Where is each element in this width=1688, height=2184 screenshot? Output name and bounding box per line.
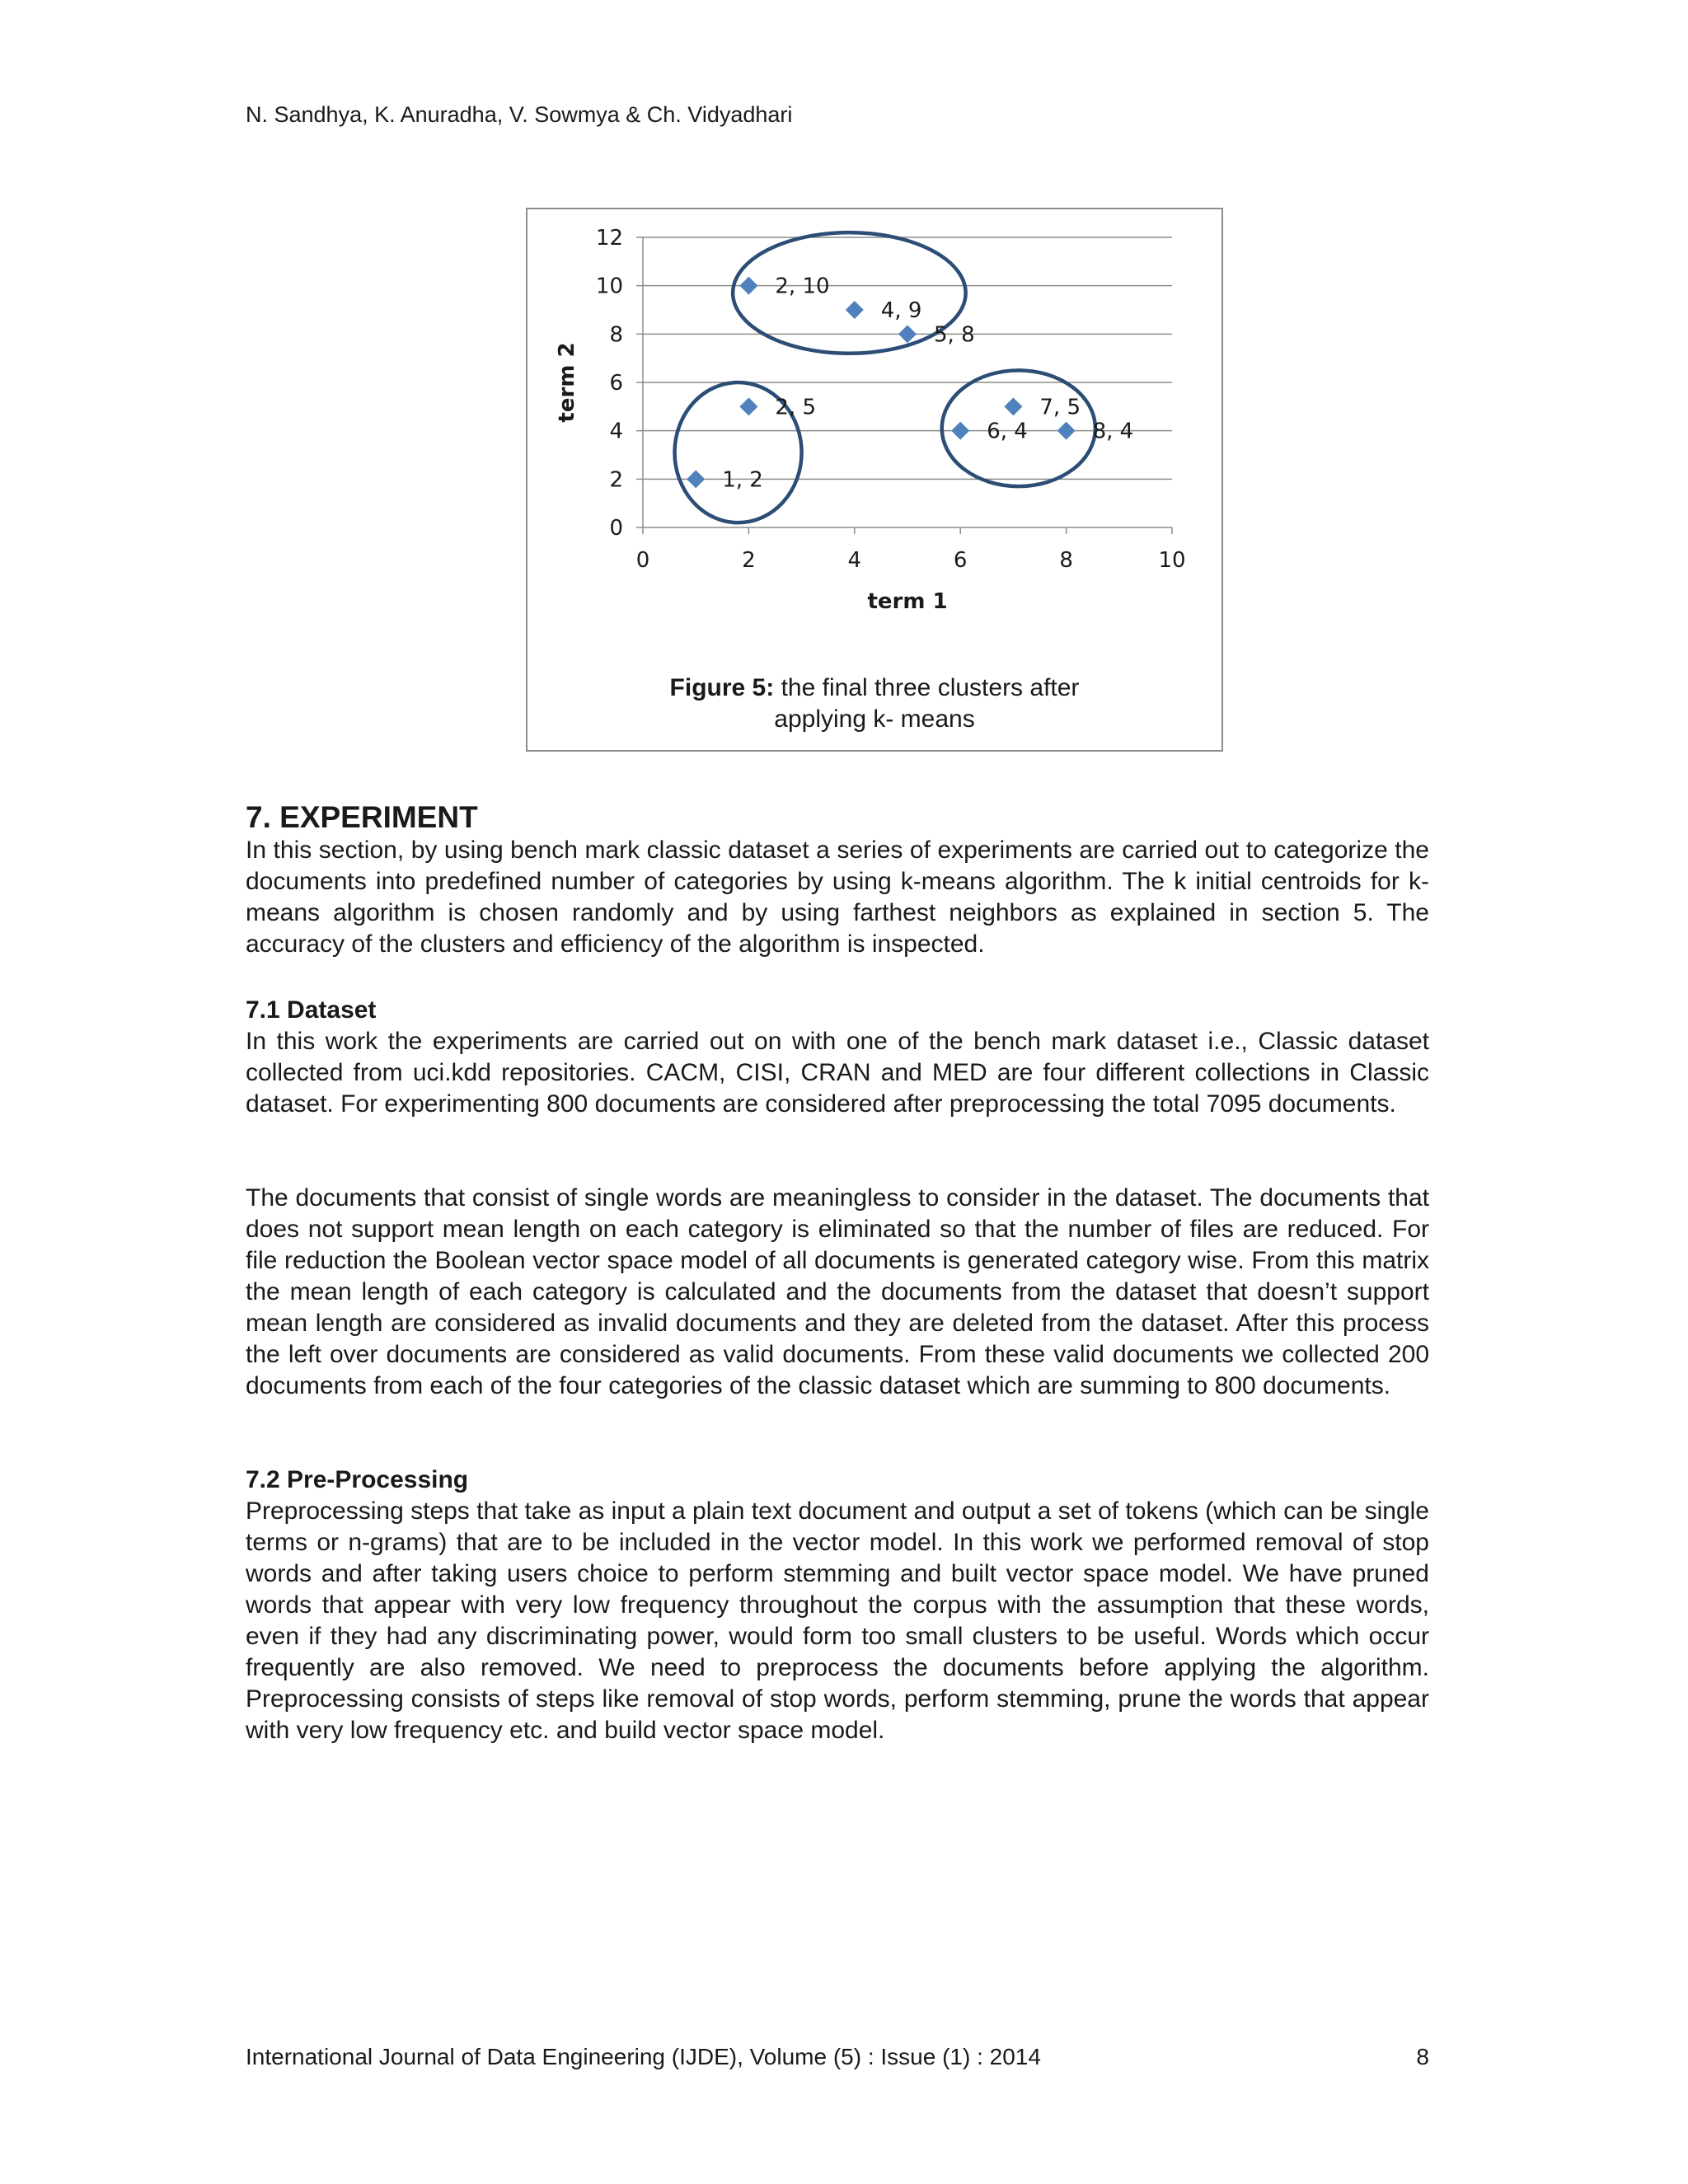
y-tick-label: 2 <box>609 467 623 493</box>
data-point-marker <box>898 325 917 343</box>
data-point-marker <box>1004 397 1022 415</box>
data-point-marker <box>739 277 757 295</box>
data-point-label: 1, 2 <box>722 467 763 493</box>
data-point-marker <box>739 397 757 415</box>
data-point-label: 2, 10 <box>775 274 830 299</box>
data-point-marker <box>846 301 864 319</box>
caption-label: Figure 5: <box>669 674 775 701</box>
figure-5 <box>526 208 1223 752</box>
data-point-label: 8, 4 <box>1092 419 1134 444</box>
caption-text-line1: the final three clusters after <box>781 674 1080 701</box>
x-tick-label: 2 <box>742 548 756 573</box>
data-point-marker <box>687 470 705 488</box>
y-tick-label: 12 <box>595 226 623 251</box>
y-tick-label: 6 <box>609 371 623 396</box>
x-tick-label: 4 <box>847 548 862 573</box>
y-axis-title: term 2 <box>555 342 579 423</box>
data-point-marker <box>951 422 969 440</box>
dataset-paragraph-1: In this work the experiments are carried out on with one of the bench mark dataset i.e., Classic dataset collected from uci.kdd repositories. CACM, CISI, CRAN and MED are four different collections in Classic dataset. For experimenting 800 documents are considered after preprocessing the total 7095 documents. <box>246 1028 1429 1118</box>
preprocessing-paragraph: Preprocessing steps that take as input a plain text document and output a set of tokens (which can be single terms or n-grams) that are to be included in the vector model. In this work we performed removal of stop words and after taking users choice to perform stemming and built vector space model. We have pruned words that appear with very low frequency throughout the corpus with the assumption that these words, even if they had any discriminating power, would form too small clusters to be useful. Words which occur frequently are also removed. We need to preprocess the documents before applying the algorithm. Preprocessing consists of steps like removal of stop words, perform stemming, prune the words that appear with very low frequency etc. and build vector space model. <box>246 1497 1429 1744</box>
footer-page-number: 8 <box>1416 2044 1429 2069</box>
y-tick-label: 10 <box>595 274 623 299</box>
x-tick-label: 0 <box>635 548 650 573</box>
section-heading-experiment: 7. EXPERIMENT <box>246 800 478 834</box>
y-tick-label: 0 <box>609 516 623 541</box>
data-point-label: 7, 5 <box>1039 395 1081 420</box>
data-point-label: 4, 9 <box>880 298 922 323</box>
footer-journal: International Journal of Data Engineering (IJDE), Volume (5) : Issue (1) : 2014 <box>246 2044 1041 2069</box>
caption-text-line2: applying k- means <box>774 705 975 733</box>
cluster-1-outline <box>733 232 965 354</box>
figure-caption <box>528 673 1221 735</box>
x-axis-title: term 1 <box>867 589 948 614</box>
y-tick-label: 4 <box>609 419 623 444</box>
data-point-label: 5, 8 <box>934 322 975 348</box>
x-tick-label: 8 <box>1059 548 1073 573</box>
y-tick-label: 8 <box>609 322 623 348</box>
subsection-heading-dataset: 7.1 Dataset <box>246 996 377 1024</box>
data-point-label: 6, 4 <box>987 419 1028 444</box>
data-point-marker <box>1057 422 1076 440</box>
dataset-paragraph-2: The documents that consist of single words are meaningless to consider in the dataset. The documents that does not support mean length on each category is eliminated so that the number of files are reduced. For file reduction the Boolean vector space model of all documents is generated category wise. From this matrix the mean length of each category is calculated and the documents from the dataset that doesn’t support mean length are considered as invalid documents and they are deleted from the dataset. After this process the left over documents are considered as valid documents. From these valid documents we collected 200 documents from each of the four categories of the classic dataset which are summing to 800 documents. <box>246 1184 1429 1399</box>
data-point-label: 2, 5 <box>775 395 817 420</box>
x-tick-label: 10 <box>1158 548 1186 573</box>
section-intro-paragraph: In this section, by using bench mark classic dataset a series of experiments are carried out to categorize the documents into predefined number of categories by using k-means algorithm. The k initial centroids for k-means algorithm is chosen randomly and by using farthest neighbors as explained in section 5. The accuracy of the clusters and efficiency of the algorithm is inspected. <box>246 837 1429 958</box>
subsection-heading-preprocessing: 7.2 Pre-Processing <box>246 1466 469 1493</box>
running-header-authors: N. Sandhya, K. Anuradha, V. Sowmya & Ch. Vidyadhari <box>246 102 793 127</box>
x-tick-label: 6 <box>953 548 968 573</box>
scatter-chart <box>528 209 1221 663</box>
